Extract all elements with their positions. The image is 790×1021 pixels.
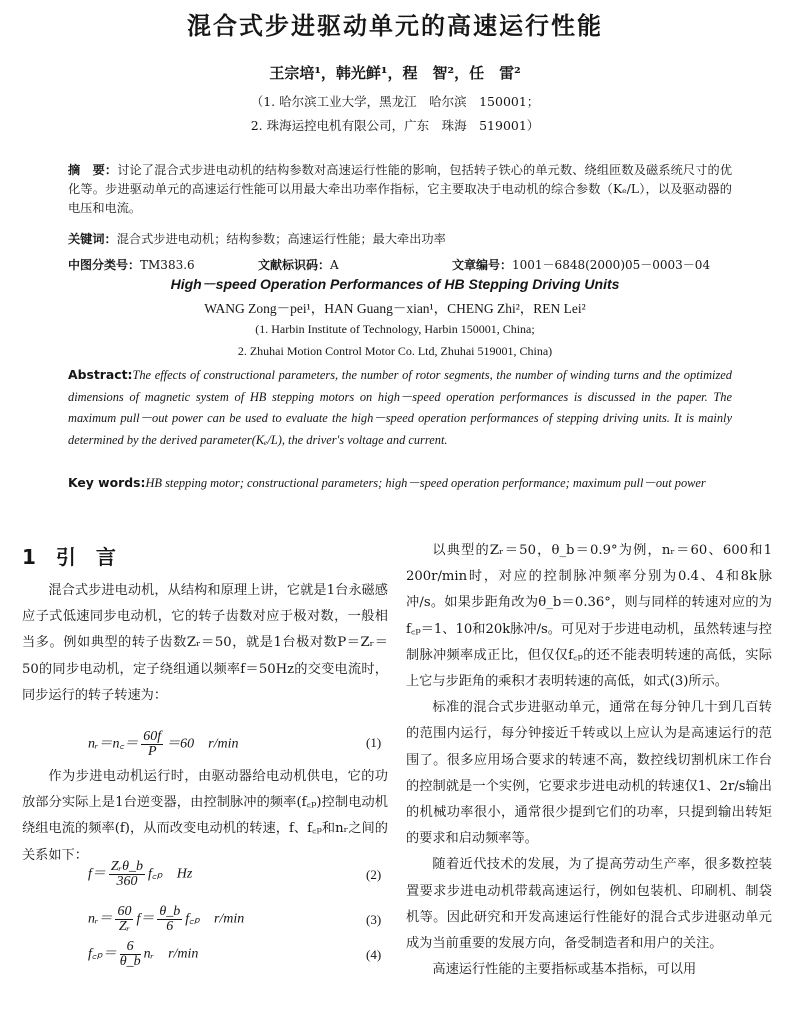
affiliation-en-2: 2. Zhuhai Motion Control Motor Co. Ltd, Zhuhai 519001, China) — [237, 344, 553, 358]
equation-2-number: (2) — [366, 867, 382, 882]
equation-1-number: (1) — [366, 735, 382, 750]
equation-2: f＝ $\frac{\text{Zᵣθ\_b}}{360}$ f꜀ₚ Hz — [88, 859, 193, 889]
abstract-en-text: The effects of constructional parameters, the number of rotor segments, the number of winding turns and the optimized dimensions of magnetic system of HB stepping motors on high－speed operation performances is discussed in the paper. The maximum pull－out power can be used to evaluate the high－speed operation performances of stepping driving units. It is mainly determined by the derived parameter(Kₑ/L), the driver's voltage and current. — [68, 368, 732, 447]
keywords-cn-text: 混合式步进电动机；结构参数；高速运行性能；最大牵出功率 — [116, 232, 446, 246]
document-code: 文献标识码：A — [258, 258, 339, 272]
authors-en: WANG Zong－pei¹，HAN Guang－xian¹，CHENG Zhi²，REN Lei² — [204, 301, 586, 316]
right-column-paragraph-3: 随着近代技术的发展，为了提高劳动生产率，很多数控装置要求步进电动机带载高速运行，例如包装机、印刷机、制袋机等。因此研究和开发高速运行性能好的混合式步进驱动单元成为当前重要的发展方向，备受制造者和用户的关注。 — [406, 857, 772, 952]
abstract-cn-label: 摘 要： — [68, 163, 118, 177]
right-column-paragraph-2: 标准的混合式步进驱动单元，通常在每分钟几十到几百转的范围内运行，每分钟接近千转或以上应认为是高速运行的范围了。很多应用场合要求的转速不高，数控线切割机床工作台的控制就是一个实例，它要求步进电动机的转速仅1、2r/s输出的机械功率很小，通常很少提到它们的功率，只提到输出转矩的要求和启动频率等。 — [406, 700, 772, 847]
abstract-cn — [68, 161, 732, 218]
equation-1: nᵣ＝n꜀＝ $\frac{60f}{P}$ ＝60 r/min — [88, 729, 239, 759]
abstract-en — [68, 364, 732, 451]
paper-title-en: High－speed Operation Performances of HB Stepping Driving Units — [170, 276, 620, 292]
right-column-paragraph-4: 高速运行性能的主要指标或基本指标，可以用 — [432, 962, 697, 978]
abstract-cn-text: 讨论了混合式步进电动机的结构参数对高速运行性能的影响，包括转子铁心的单元数、绕组匝数及磁系统尺寸的优化等。步进驱动单元的高速运行性能可以用最大牵出功率作指标，它主要取决于电动机的综合参数（Kₑ/L），以及驱动器的电压和电流。 — [68, 163, 733, 215]
equation-3: nᵣ＝ $\frac{60}{\text{Zᵣ}}$ f＝ $\frac{\theta\_b}{6}$ f꜀ₚ r/min — [88, 904, 245, 934]
authors-cn: 王宗培¹，韩光鲜¹，程 智²，任 雷² — [269, 64, 521, 82]
keywords-cn-label: 关键词： — [68, 232, 117, 246]
abstract-en-label: Abstract: — [68, 367, 133, 382]
left-column-paragraph-1: 混合式步进电动机，从结构和原理上讲，它就是1台永磁感应子式低速同步电动机，它的转子齿数对应于极对数，一般相当多。例如典型的转子齿数Zᵣ＝50，就是1台极对数P＝Zᵣ＝50的同步电动机，定子绕组通以频率f＝50Hz的交变电流时，同步运行的转子转速为： — [22, 583, 388, 703]
equation-4-number: (4) — [366, 947, 382, 962]
equation-4: f꜀ₚ＝ $\frac{6}{\theta\_b}$ nᵣ r/min — [88, 939, 199, 969]
keywords-en — [68, 472, 732, 495]
affiliation-cn-1: （1. 哈尔滨工业大学，黑龙江 哈尔滨 150001； — [250, 94, 540, 109]
paper-title-cn: 混合式步进驱动单元的高速运行性能 — [187, 12, 603, 40]
keywords-en-text: HB stepping motor; constructional parameters; high－speed operation performance; maximum pull－out power — [145, 476, 706, 490]
right-column — [406, 538, 772, 983]
affiliation-en-1: (1. Harbin Institute of Technology, Harbin 150001, China; — [255, 322, 535, 336]
section-heading-introduction: 1 引 言 — [22, 545, 116, 569]
left-column-paragraph-2: 作为步进电动机运行时，由驱动器给电动机供电，它的功放部分实际上是1台逆变器，由控制脉冲的频率(f꜀ₚ)控制电动机绕组电流的频率(f)，从而改变电动机的转速，f、f꜀ₚ和nᵣ之间的关系如下： — [22, 769, 388, 863]
article-number: 文章编号：1001－6848(2000)05－0003－04 — [452, 258, 711, 272]
keywords-en-label: Key words: — [68, 475, 146, 490]
affiliation-cn-2: 2. 珠海运控电机有限公司，广东 珠海 519001） — [250, 118, 540, 133]
right-column-paragraph-1: 以典型的Zᵣ＝50，θ_b＝0.9°为例，nᵣ＝60、600和1 200r/min时，对应的控制脉冲频率分别为0.4、4和8k脉冲/s。如果步距角改为θ_b＝0.36°，则与同样的转速对应的为f꜀ₚ＝1、10和20k脉冲/s。可见对于步进电动机，虽然转速与控制脉冲频率成正比，但仅仅f꜀ₚ的还不能表明转速的高低，实际上它与步距角的乘积才表明转速的高低，如式(3)所示。 — [406, 543, 772, 690]
equation-3-number: (3) — [366, 912, 382, 927]
clc-number: 中图分类号：TM383.6 — [68, 258, 195, 272]
keywords-cn — [68, 230, 732, 249]
